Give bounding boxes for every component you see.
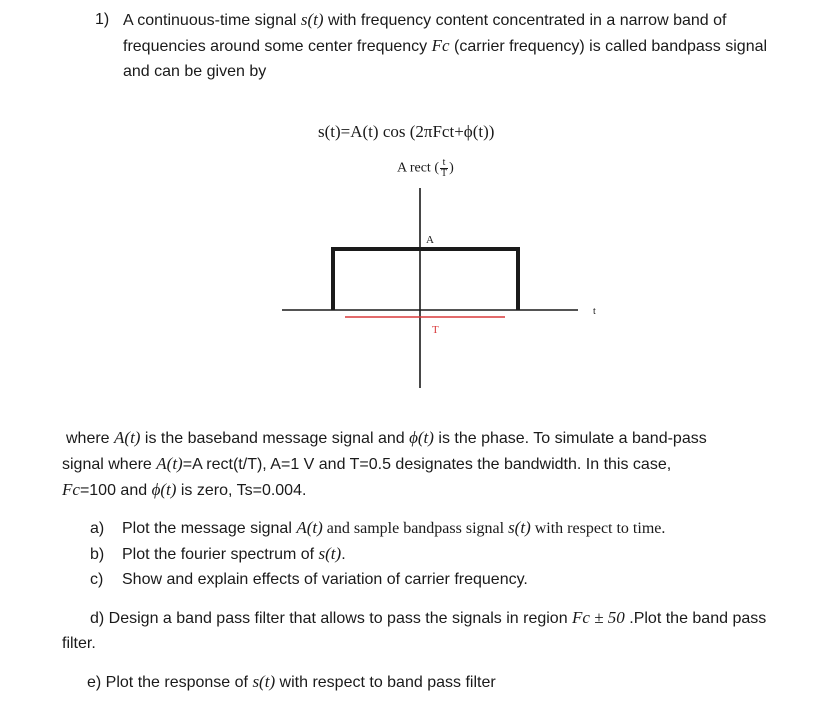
amplitude-label: A	[426, 234, 434, 246]
description-line-1: where A(t) is the baseband message signal and ϕ(t) is the phase. To simulate a band-pass	[66, 428, 707, 447]
subquestion-e: e) Plot the response of s(t) with respect to band pass filter	[87, 672, 496, 691]
description-line-2: signal where A(t)=A rect(t/T), A=1 V and T=0.5 designates the bandwidth. In this case,	[62, 454, 672, 473]
description-line-3: Fc=100 and ϕ(t) is zero, Ts=0.004.	[62, 480, 307, 499]
intro-line-1: A continuous-time signal s(t) with frequency content concentrated in a narrow band of	[123, 10, 727, 29]
intro-line-3: and can be given by	[123, 63, 267, 80]
width-label: T	[432, 324, 439, 336]
subquestion-b: b) Plot the fourier spectrum of s(t).	[90, 544, 346, 563]
subquestion-c: c) Show and explain effects of variation of carrier frequency.	[90, 571, 528, 588]
question-number: 1)	[95, 11, 110, 28]
intro-line-2: frequencies around some center frequency Fc (carrier frequency) is called bandpass signal	[123, 36, 768, 55]
subquestion-d: d) Design a band pass filter that allows to pass the signals in region Fc ± 50 .Plot the band pass	[90, 608, 767, 627]
bandpass-formula: s(t)=A(t) cos (2πFct+ϕ(t))	[318, 122, 495, 141]
rect-pulse-outline	[333, 249, 518, 310]
subquestion-d-continued: filter.	[62, 635, 96, 652]
time-axis-label: t	[593, 306, 596, 317]
rect-pulse-title: A rect ( $\frac{t}{T}$ )	[397, 157, 454, 179]
subquestion-a: a) Plot the message signal A(t) and sample bandpass signal s(t) with respect to time.	[90, 518, 666, 537]
